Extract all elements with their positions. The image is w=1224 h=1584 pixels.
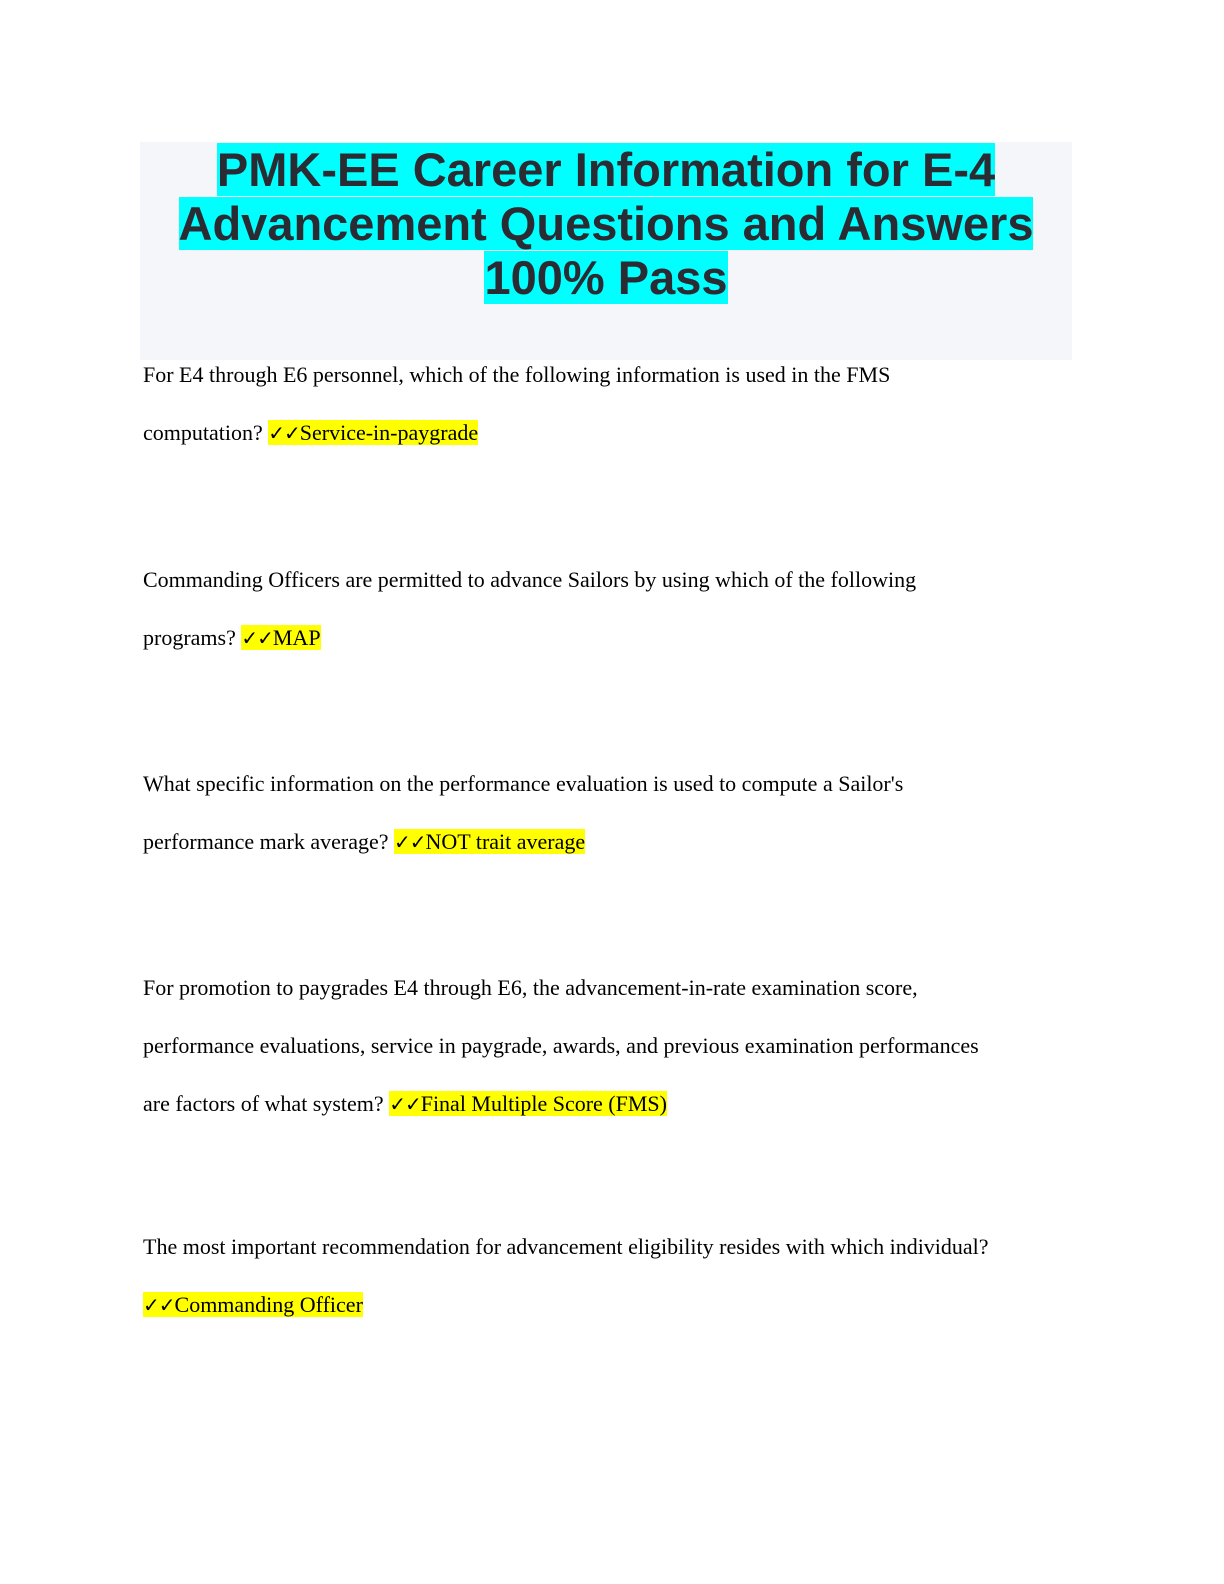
question-text: Commanding Officers are permitted to advance Sailors by using which of the following [143,567,917,592]
title-line: 100% Pass [484,251,728,304]
qa-item [143,1218,1083,1334]
double-check-icon: ✓✓ [241,626,273,650]
document-title [140,142,1072,360]
qa-item [143,755,1083,871]
question-text-last: are factors of what system? ✓✓Final Multiple Score (FMS) [143,1091,667,1116]
double-check-icon: ✓✓ [268,421,300,445]
question-text: For E4 through E6 personnel, which of the following information is used in the FMS [143,362,891,387]
qa-item [143,959,1083,1133]
title-line: Advancement Questions and Answers [178,197,1034,250]
double-check-icon: ✓✓ [394,830,426,854]
question-text: The most important recommendation for advancement eligibility resides with which individual? [143,1234,989,1259]
question-text: performance evaluations, service in paygrade, awards, and previous examination performances [143,1033,979,1058]
question-text-last: computation? ✓✓Service-in-paygrade [143,420,479,445]
answer-highlight: ✓✓NOT trait average [394,829,586,854]
answer-highlight: ✓✓Service-in-paygrade [268,420,479,445]
question-text-last [143,1276,1083,1334]
answer-highlight: ✓✓Commanding Officer [143,1292,363,1317]
question-text: What specific information on the performance evaluation is used to compute a Sailor's [143,771,904,796]
title-line: PMK-EE Career Information for E-4 [216,143,996,196]
question-text-last: programs? ✓✓MAP [143,625,321,650]
double-check-icon: ✓✓ [143,1293,175,1317]
answer-highlight: ✓✓Final Multiple Score (FMS) [389,1091,667,1116]
question-text: For promotion to paygrades E4 through E6, the advancement-in-rate examination score, [143,975,918,1000]
answer-highlight: ✓✓MAP [241,625,321,650]
qa-item [143,346,1083,462]
double-check-icon: ✓✓ [389,1092,421,1116]
question-text-last: performance mark average? ✓✓NOT trait average [143,829,586,854]
qa-item [143,551,1083,667]
